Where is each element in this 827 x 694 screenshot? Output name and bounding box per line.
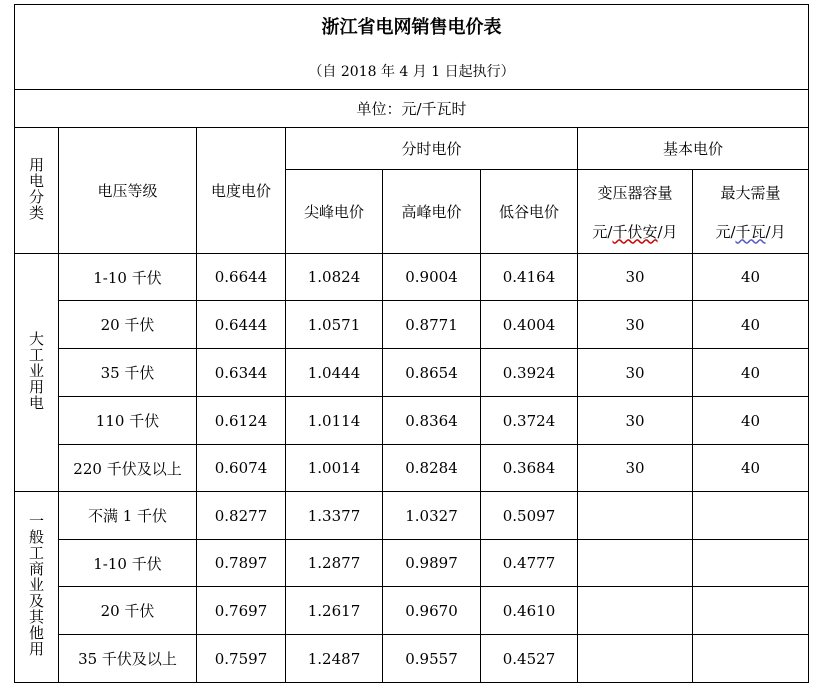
cell-maxdemand	[693, 587, 809, 635]
cell-high: 0.9897	[383, 540, 481, 587]
cell-transformer	[578, 635, 693, 683]
header-maxdemand-label: 最大需量	[720, 183, 781, 202]
header-maxdemand-unit	[693, 221, 808, 242]
cell-high: 0.9670	[383, 587, 481, 635]
cell-maxdemand: 40	[693, 349, 809, 397]
cell-maxdemand: 40	[693, 445, 809, 492]
cell-valley: 0.4164	[481, 254, 578, 301]
cell-peak: 1.2487	[286, 635, 383, 683]
cell-transformer	[578, 540, 693, 587]
header-valley	[481, 170, 578, 254]
cell-transformer: 30	[578, 301, 693, 349]
cell-maxdemand: 40	[693, 397, 809, 445]
table-row	[15, 349, 809, 397]
header-tou-group-label: 分时电价	[401, 140, 462, 158]
cell-high: 0.8284	[383, 445, 481, 492]
header-category	[15, 128, 59, 254]
header-peak-label: 尖峰电价	[303, 203, 364, 221]
category-cell	[15, 492, 59, 683]
cell-maxdemand	[693, 492, 809, 540]
table-row	[15, 635, 809, 683]
header-tou-group	[286, 128, 578, 170]
unit-main: 千伏安	[612, 222, 658, 241]
header-valley-label: 低谷电价	[498, 203, 559, 221]
cell-maxdemand: 40	[693, 301, 809, 349]
table-row	[15, 397, 809, 445]
unit-cell	[15, 90, 809, 128]
unit-pre: 元/	[592, 222, 613, 241]
cell-energy: 0.6074	[197, 445, 286, 492]
header-transformer	[578, 170, 693, 254]
cell-voltage: 220 千伏及以上	[59, 445, 197, 492]
header-energy-price	[197, 128, 286, 254]
price-table	[14, 4, 809, 683]
cell-transformer: 30	[578, 445, 693, 492]
cell-voltage: 不满 1 千伏	[59, 492, 197, 540]
header-transformer-unit	[578, 221, 692, 242]
cell-valley: 0.5097	[481, 492, 578, 540]
header-voltage	[59, 128, 197, 254]
cell-voltage: 20 千伏	[59, 587, 197, 635]
table-row	[15, 587, 809, 635]
cell-high: 0.9004	[383, 254, 481, 301]
cell-energy: 0.8277	[197, 492, 286, 540]
unit-post: /月	[657, 222, 678, 241]
header-transformer-label: 变压器容量	[597, 183, 673, 202]
cell-valley: 0.4004	[481, 301, 578, 349]
header-voltage-label: 电压等级	[97, 182, 158, 200]
cell-maxdemand	[693, 635, 809, 683]
cell-transformer: 30	[578, 349, 693, 397]
table-row	[15, 492, 809, 540]
cell-transformer: 30	[578, 397, 693, 445]
cell-high: 0.8364	[383, 397, 481, 445]
table-row	[15, 445, 809, 492]
cell-peak: 1.2617	[286, 587, 383, 635]
header-energy-price-label: 电度电价	[210, 182, 271, 200]
cell-valley: 0.4777	[481, 540, 578, 587]
table-title: 浙江省电网销售电价表	[321, 17, 502, 38]
cell-peak: 1.0571	[286, 301, 383, 349]
table-row	[15, 540, 809, 587]
cell-energy: 0.6444	[197, 301, 286, 349]
effective-date: （自 2018 年 4 月 1 日起执行）	[308, 64, 515, 80]
cell-voltage: 35 千伏	[59, 349, 197, 397]
cell-transformer	[578, 492, 693, 540]
cell-energy: 0.7697	[197, 587, 286, 635]
cell-valley: 0.3924	[481, 349, 578, 397]
cell-valley: 0.4527	[481, 635, 578, 683]
category-label: 一般工商业及其他用	[27, 513, 45, 657]
header-high	[383, 170, 481, 254]
cell-energy: 0.7897	[197, 540, 286, 587]
cell-valley: 0.3684	[481, 445, 578, 492]
cell-energy: 0.7597	[197, 635, 286, 683]
cell-energy: 0.6344	[197, 349, 286, 397]
table-row	[15, 301, 809, 349]
unit-label: 单位：元/千瓦时	[356, 100, 467, 118]
cell-peak: 1.2877	[286, 540, 383, 587]
category-cell	[15, 254, 59, 492]
title-cell	[15, 5, 809, 90]
cell-energy: 0.6644	[197, 254, 286, 301]
cell-valley: 0.3724	[481, 397, 578, 445]
header-peak	[286, 170, 383, 254]
table-row	[15, 254, 809, 301]
category-label: 大工业用电	[27, 330, 45, 411]
header-basic-group-label: 基本电价	[663, 140, 724, 158]
unit-pre: 元/	[715, 222, 736, 241]
cell-transformer: 30	[578, 254, 693, 301]
cell-voltage: 1-10 千伏	[59, 540, 197, 587]
unit-post: /月	[765, 222, 786, 241]
unit-main: 千瓦	[735, 222, 766, 241]
cell-peak: 1.0114	[286, 397, 383, 445]
cell-high: 0.9557	[383, 635, 481, 683]
cell-maxdemand: 40	[693, 254, 809, 301]
cell-maxdemand	[693, 540, 809, 587]
cell-energy: 0.6124	[197, 397, 286, 445]
cell-high: 0.8654	[383, 349, 481, 397]
cell-voltage: 110 千伏	[59, 397, 197, 445]
header-category-label: 用电分类	[27, 156, 45, 221]
header-maxdemand	[693, 170, 809, 254]
header-high-label: 高峰电价	[401, 203, 462, 221]
cell-voltage: 1-10 千伏	[59, 254, 197, 301]
cell-peak: 1.3377	[286, 492, 383, 540]
cell-transformer	[578, 587, 693, 635]
cell-voltage: 20 千伏	[59, 301, 197, 349]
header-basic-group	[578, 128, 809, 170]
cell-peak: 1.0014	[286, 445, 383, 492]
cell-peak: 1.0444	[286, 349, 383, 397]
cell-high: 1.0327	[383, 492, 481, 540]
cell-valley: 0.4610	[481, 587, 578, 635]
cell-high: 0.8771	[383, 301, 481, 349]
cell-peak: 1.0824	[286, 254, 383, 301]
cell-voltage: 35 千伏及以上	[59, 635, 197, 683]
